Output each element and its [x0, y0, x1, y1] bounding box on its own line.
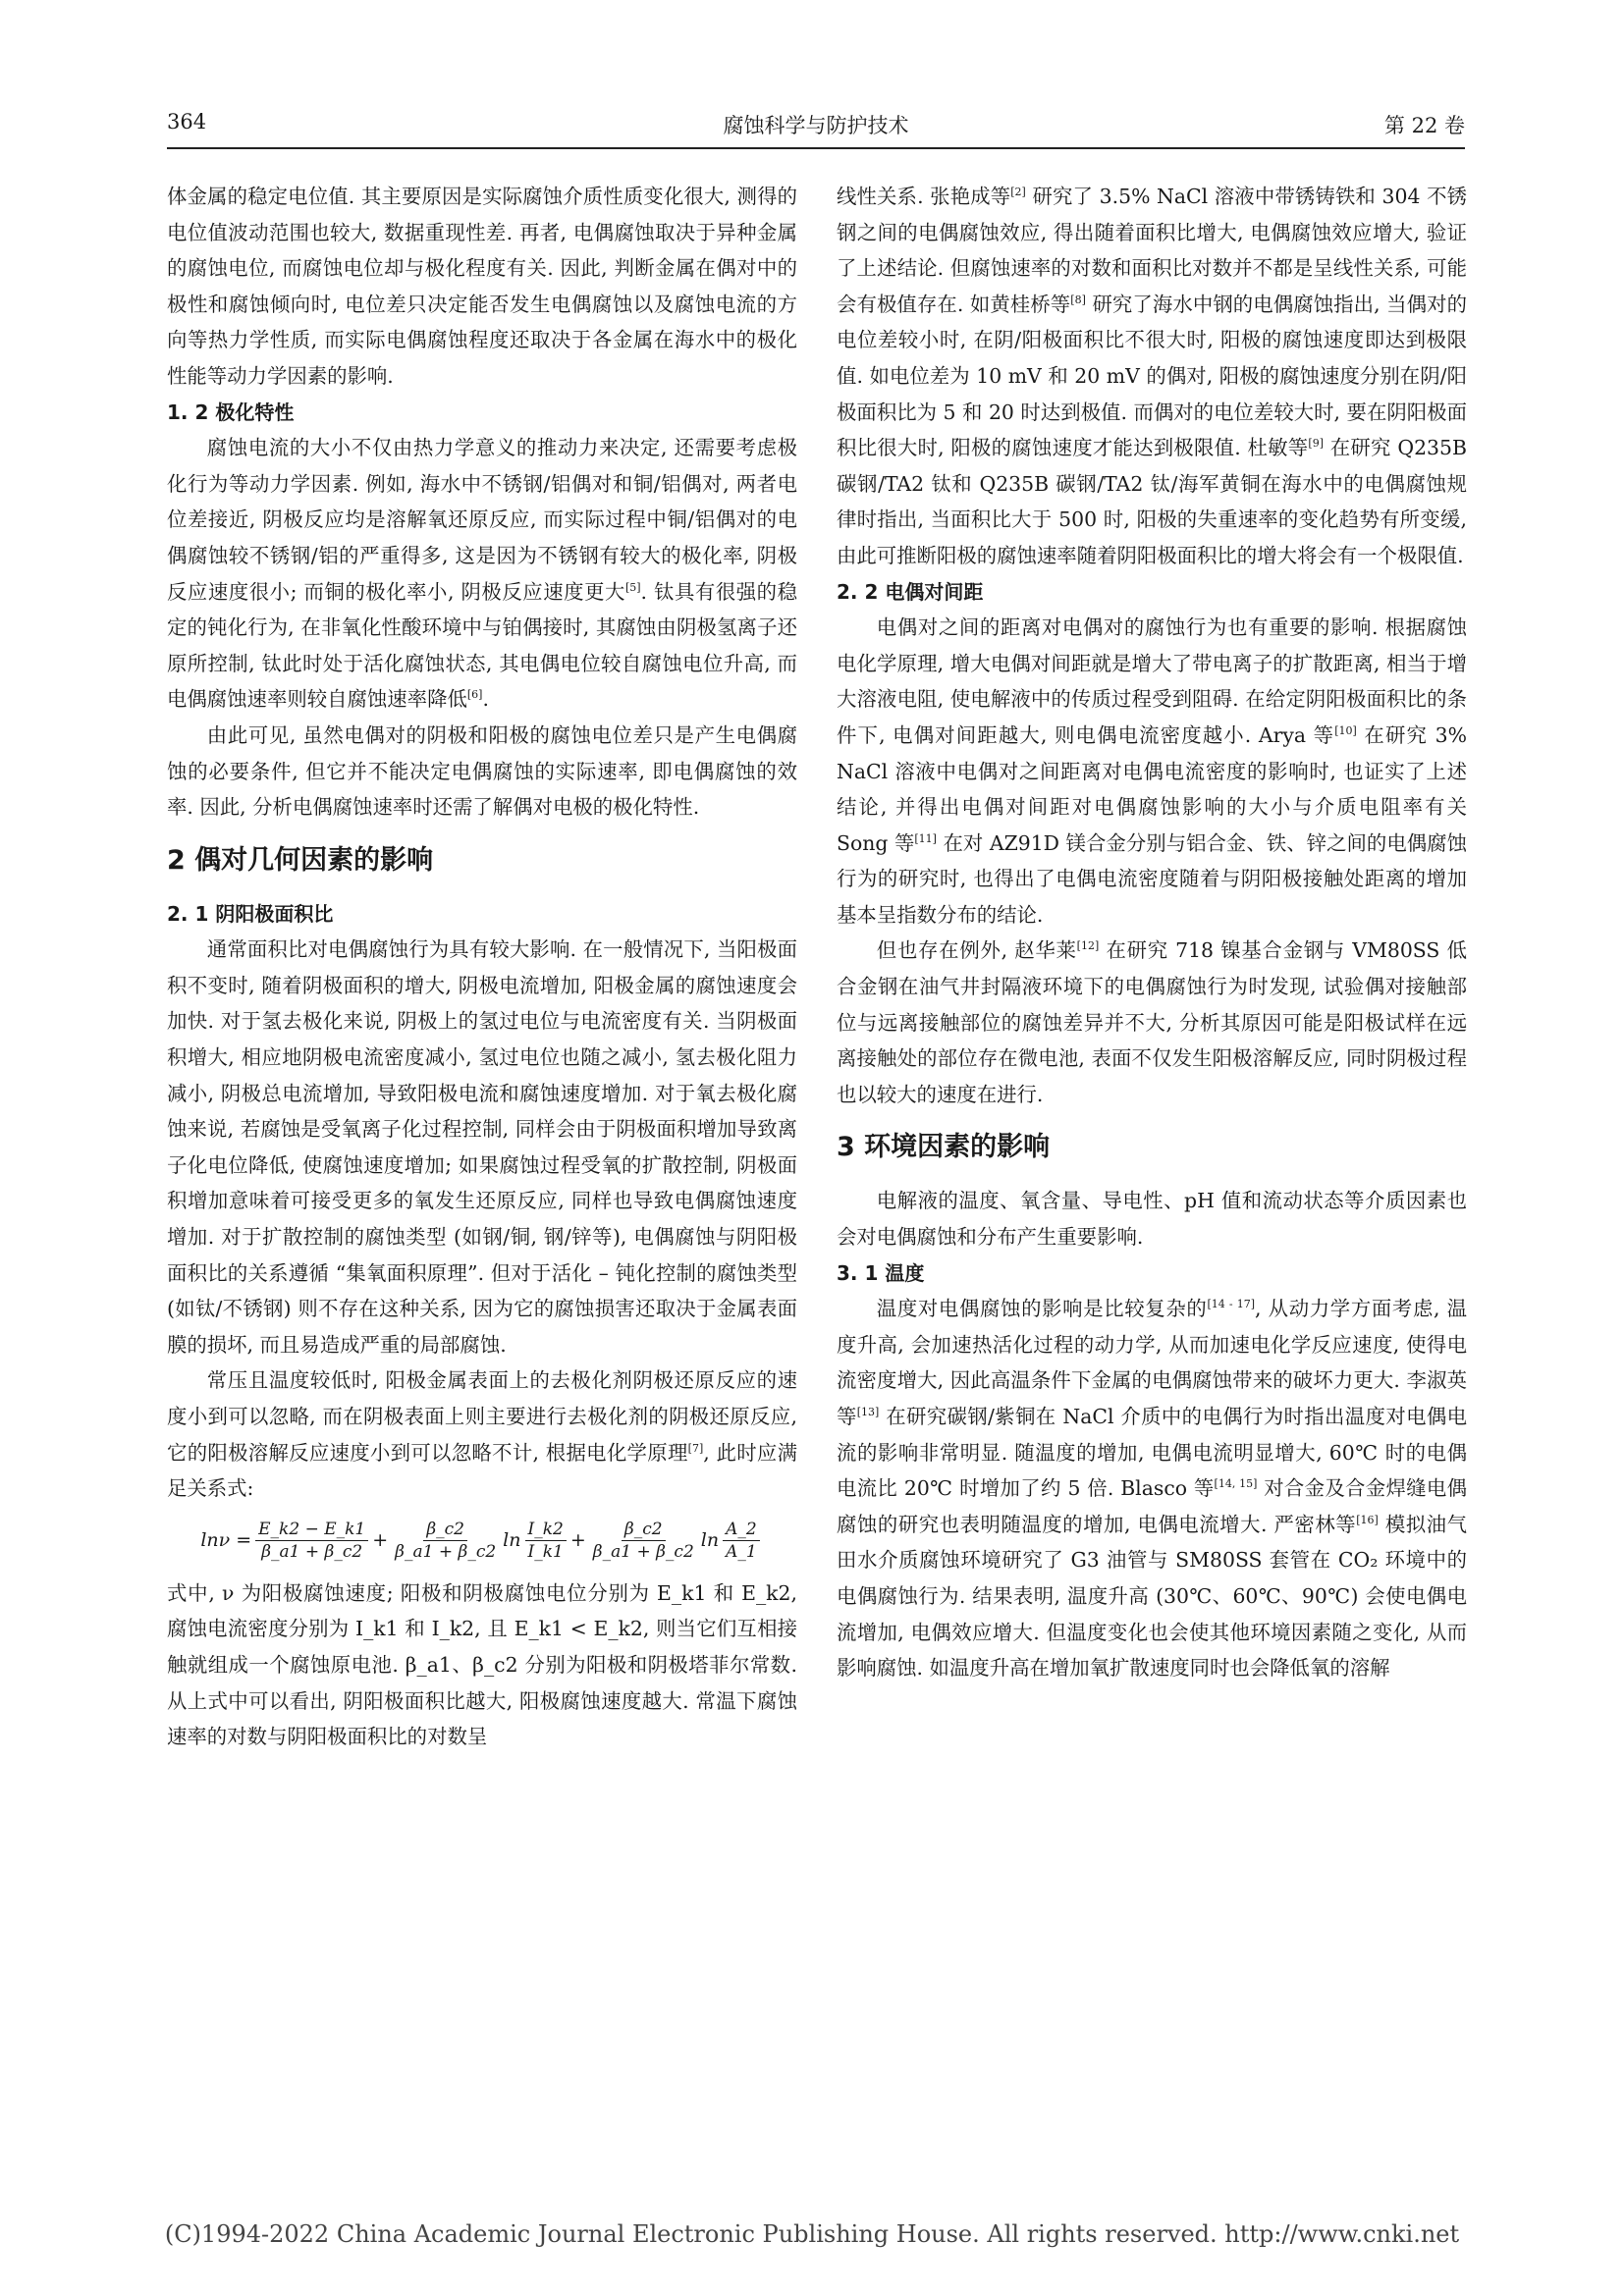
citation: [10] [1334, 724, 1357, 738]
section-heading-2-2: 2. 2 电偶对间距 [837, 579, 984, 604]
header-rule [167, 147, 1465, 149]
text: 常压且温度较低时, 阳极金属表面上的去极化剂阴极还原反应的速度小到可以忽略, 而在阴极表面上则主要进行去极化剂的阴极还原反应, 它的阳极溶解反应速度小到可以忽略不计, 根据电化学原理 [167, 1368, 797, 1465]
text: 在研究 3% NaCl 溶液中电偶对之间距离对电偶电流密度的影响时, 也证实了上述结论, 并得出电偶对间距对电偶腐蚀影响的大小与介质电阻率有关 Song 等 [837, 722, 1467, 855]
equation [167, 1507, 797, 1575]
text: 模拟油气田水介质腐蚀环境研究了 G3 油管与 SM80SS 套管在 CO₂ 环境中的电偶腐蚀行为. 结果表明, 温度升高 (30℃、60℃、90℃) 会使电偶电流增加, 电偶效应增大. 但温度变化也会使其他环境因素随之变化, 从而影响腐蚀. 如温度升高在增加氧扩散速度同时也会降低氧的溶解 [837, 1512, 1467, 1681]
eq-fraction [255, 1519, 368, 1563]
paragraph: 体金属的稳定电位值. 其主要原因是实际腐蚀介质性质变化很大, 测得的电位值波动范围也较大, 数据重现性差. 再者, 电偶腐蚀取决于异种金属的腐蚀电位, 而腐蚀电位却与极化程度有关. 因此, 判断金属在偶对中的极性和腐蚀倾向时, 电位差只决定能否发生电偶腐蚀以及腐蚀电流的方向等热力学性质, 而实际电偶腐蚀程度还取决于各金属在海水中的极化性能等动力学因素的影响. [167, 185, 797, 388]
paragraph [837, 179, 1467, 574]
eq-num: E_k2 − E_k1 [255, 1519, 368, 1541]
citation: [16] [1356, 1513, 1379, 1526]
eq-fraction [723, 1519, 760, 1563]
eq-num: A_2 [723, 1519, 760, 1541]
eq-den: β_a1 + β_c2 [592, 1542, 694, 1563]
text: 研究了 3.5% NaCl 溶液中带锈铸铁和 304 不锈钢之间的电偶腐蚀效应, 得出随着面积比增大, 电偶腐蚀效应增大, 验证了上述结论. 但腐蚀速率的对数和面积比对数并不都是呈线性关系, 可能会有极值存在. 如黄桂桥等 [837, 185, 1468, 316]
paragraph [167, 1362, 797, 1506]
paragraph: 式中, ν 为阳极腐蚀速度; 阳极和阴极腐蚀电位分别为 E_k1 和 E_k2, 腐蚀电流密度分别为 I_k1 和 I_k2, 且 E_k1 < E_k2, 则当它们互相接触就组成一个腐蚀原电池. β_a1、β_c2 分别为阳极和阴极塔菲尔常数. 从上式中可以看出, 阴阳极面积比越大, 阳极腐蚀速度越大. 常温下腐蚀速率的对数与阴阳极面积比的对数呈 [167, 1580, 797, 1749]
paragraph: 通常面积比对电偶腐蚀行为具有较大影响. 在一般情况下, 当阳极面积不变时, 随着阴极面积的增大, 阴极电流增加, 阳极金属的腐蚀速度会加快. 对于氢去极化来说, 阴极上的氢过电位与电流密度有关. 当阴极面积增大, 相应地阴极电流密度减小, 氢过电位也随之减小, 氢去极化阻力减小, 阴极总电流增加, 导致阳极电流和腐蚀速度增加. 对于氧去极化腐蚀来说, 若腐蚀是受氧离子化过程控制, 同样会由于阴极面积增加导致离子化电位降低, 使腐蚀速度增加; 如果腐蚀过程受氧的扩散控制, 阴极面积增加意味着可接受更多的氧发生还原反应, 同样也导致电偶腐蚀速度增加. 对于扩散控制的腐蚀类型 (如钢/铜, 钢/锌等), 电偶腐蚀与阴阳极面积比的关系遵循 “集氧面积原理”. 但对于活化 – 钝化控制的腐蚀类型 (如钛/不锈钢) 则不存在这种关系, 因为它的腐蚀损害还取决于金属表面膜的损坏, 而且易造成严重的局部腐蚀. [167, 937, 797, 1357]
text: 线性关系. 张艳成等 [837, 185, 1011, 208]
eq-fraction [590, 1519, 697, 1563]
eq-ln: ln [503, 1529, 521, 1552]
running-header [167, 110, 1465, 149]
paragraph [167, 430, 797, 718]
citation: [14 - 17] [1207, 1298, 1256, 1311]
text: 对合金及合金焊缝电偶腐蚀的研究也表明随温度的增加, 电偶电流增大. 严密林等 [837, 1476, 1467, 1536]
eq-num: I_k2 [525, 1519, 567, 1541]
section-heading-3-1: 3. 1 温度 [837, 1260, 925, 1285]
section-heading-2: 2 偶对几何因素的影响 [167, 844, 434, 876]
text: . [482, 687, 489, 712]
citation: [9] [1308, 437, 1324, 451]
paragraph [837, 933, 1467, 1112]
paragraph [837, 1291, 1467, 1686]
paragraph: 由此可见, 虽然电偶对的阴极和阳极的腐蚀电位差只是产生电偶腐蚀的必要条件, 但它并不能决定电偶腐蚀的实际速率, 即电偶腐蚀的效率. 因此, 分析电偶腐蚀速率时还需了解偶对电极的极化特性. [167, 722, 797, 820]
text: 腐蚀电流的大小不仅由热力学意义的推动力来决定, 还需要考虑极化行为等动力学因素. 例如, 海水中不锈钢/铝偶对和铜/铝偶对, 两者电位差接近, 阴极反应均是溶解氧还原反应, 而实际过程中铜/铝偶对的电偶腐蚀较不锈钢/铝的严重得多, 这是因为不锈钢有较大的极化率, 阴极反应速度很小; 而铜的极化率小, 阴极反应速度更大 [167, 436, 797, 604]
text: , 从动力学方面考虑, 温度升高, 会加速热活化过程的动力学, 从而加速电化学反应速度, 使得电流密度增大, 因此高温条件下金属的电偶腐蚀带来的破坏力更大. 李淑英等 [837, 1297, 1467, 1428]
text: , 此时应满足关系式: [167, 1440, 797, 1501]
citation: [14, 15] [1214, 1477, 1258, 1491]
eq-den: β_a1 + β_c2 [395, 1542, 497, 1563]
journal-title: 腐蚀科学与防护技术 [723, 114, 909, 137]
volume-label: 第 22 卷 [1383, 114, 1465, 137]
copyright-footer: (C)1994-2022 China Academic Journal Electronic Publishing House. All rights reserved. http://www.cnki.net [164, 2220, 1460, 2248]
eq-fraction [525, 1519, 567, 1563]
page-number: 364 [167, 110, 207, 133]
eq-lhs: lnν = [200, 1529, 252, 1552]
eq-op: + [372, 1529, 389, 1552]
text: 在研究碳钢/紫铜在 NaCl 介质中的电偶行为时指出温度对电偶电流的影响非常明显. 随温度的增加, 电偶电流明显增大, 60℃ 时的电偶电流比 20℃ 时增加了约 5 倍. Blasco 等 [837, 1405, 1467, 1501]
eq-fraction [392, 1519, 499, 1563]
text: 电偶对之间的距离对电偶对的腐蚀行为也有重要的影响. 根据腐蚀电化学原理, 增大电偶对间距就是增大了带电离子的扩散距离, 相当于增大溶液电阻, 使电解液中的传质过程受到阻碍. 在给定阴阳极面积比的条件下, 电偶对间距越大, 则电偶电流密度越小. Arya 等 [837, 615, 1467, 747]
eq-op: + [569, 1529, 586, 1552]
text: 在研究 Q235B 碳钢/TA2 钛和 Q235B 碳钢/TA2 钛/海军黄铜在海水中的电偶腐蚀规律时指出, 当面积比大于 500 时, 阳极的失重速率的变化趋势有所变缓, 由此可推断阳极的腐蚀速率随着阴阳极面积比的增大将会有一个极限值. [837, 436, 1467, 567]
citation: [13] [856, 1406, 880, 1419]
text: . 钛具有很强的稳定的钝化行为, 在非氧化性酸环境中与铂偶接时, 其腐蚀由阴极氢离子还原所控制, 钛此时处于活化腐蚀状态, 其电偶电位较自腐蚀电位升高, 而电偶腐蚀速率则较自腐蚀速率降低 [167, 579, 798, 712]
text: 温度对电偶腐蚀的影响是比较复杂的 [876, 1297, 1208, 1321]
section-heading-1-2: 1. 2 极化特性 [167, 400, 295, 424]
paragraph: 电解液的温度、氧含量、导电性、pH 值和流动状态等介质因素也会对电偶腐蚀和分布产生重要影响. [837, 1189, 1467, 1250]
eq-num: β_c2 [622, 1519, 666, 1541]
section-heading-2-1: 2. 1 阴阳极面积比 [167, 901, 334, 926]
left-column [167, 179, 797, 1755]
citation: [11] [914, 831, 937, 845]
text: 研究了海水中钢的电偶腐蚀指出, 当偶对的电位差较小时, 在阴/阳极面积比不很大时, 阳极的腐蚀速度即达到极限值. 如电位差为 10 mV 和 20 mV 的偶对, 阳极的腐蚀速度分别在阴/阳极面积比为 5 和 20 时达到极值. 而偶对的电位差较大时, 要在阴阳极面积比很大时, 阳极的腐蚀速度才能达到极限值. 杜敏等 [837, 292, 1467, 460]
right-column [837, 179, 1467, 1686]
citation: [6] [466, 688, 483, 702]
citation: [2] [1010, 186, 1026, 199]
citation: [5] [624, 580, 641, 594]
text: 但也存在例外, 赵华莱 [876, 938, 1077, 963]
text: 在对 AZ91D 镁合金分别与铝合金、铁、锌之间的电偶腐蚀行为的研究时, 也得出了电偶电流密度随着与阴阳极接触处距离的增加基本呈指数分布的结论. [837, 830, 1467, 927]
eq-ln: ln [700, 1529, 720, 1552]
eq-num: β_c2 [423, 1519, 467, 1541]
eq-den: A_1 [726, 1542, 757, 1563]
citation: [12] [1076, 939, 1100, 953]
paragraph [837, 610, 1467, 933]
text: 在研究 718 镍基合金钢与 VM80SS 低合金钢在油气井封隔液环境下的电偶腐蚀行为时发现, 试验偶对接触部位与远离接触部位的腐蚀差异并不大, 分析其原因可能是阳极试样在远离接触处的部位存在微电池, 表面不仅发生阳极溶解反应, 同时阴极过程也以较大的速度在进行. [837, 938, 1467, 1106]
citation: [7] [687, 1441, 704, 1455]
eq-den: I_k1 [527, 1542, 564, 1563]
section-heading-3: 3 环境因素的影响 [837, 1132, 1051, 1163]
citation: [8] [1070, 293, 1086, 306]
eq-den: β_a1 + β_c2 [261, 1542, 363, 1563]
